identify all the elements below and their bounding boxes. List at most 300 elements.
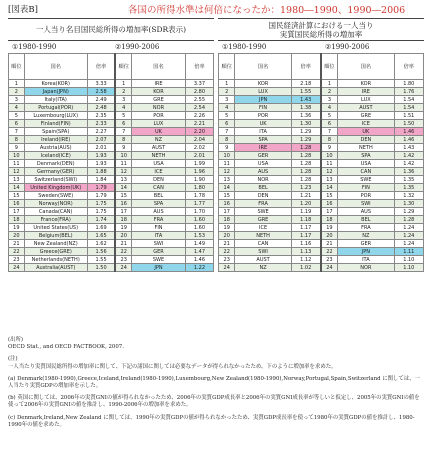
ratio-cell: 1.11 (394, 248, 423, 256)
rank-cell: 6 (321, 120, 338, 128)
rank-cell: 4 (321, 104, 338, 112)
country-cell: SWI (132, 240, 186, 248)
country-cell: JPN (132, 264, 186, 272)
country-cell: IRE (338, 88, 394, 96)
country-cell: GRE (338, 112, 394, 120)
ratio-cell: 1.23 (291, 184, 320, 192)
rank-cell: 20 (9, 232, 25, 240)
rank-cell: 20 (219, 232, 235, 240)
ratio-cell: 2.54 (185, 104, 213, 112)
rank-cell: 3 (219, 96, 235, 104)
country-cell: UK (235, 120, 291, 128)
ratio-cell: 1.10 (394, 264, 423, 272)
table-row (9, 128, 214, 136)
col-rank: 順位 (115, 54, 131, 80)
country-cell: POR (338, 192, 394, 200)
col-ratio: 倍率 (87, 54, 115, 80)
ratio-cell: 1.75 (87, 208, 115, 216)
table-row (219, 136, 424, 144)
ratio-cell: 1.90 (185, 176, 213, 184)
country-cell: Iceland(ICE) (24, 152, 87, 160)
country-cell: DEN (132, 176, 186, 184)
ratio-cell: 1.99 (185, 160, 213, 168)
ratio-cell: 1.17 (291, 232, 320, 240)
table-row (9, 104, 214, 112)
country-cell: FRA (235, 200, 291, 208)
table-header-row (9, 54, 214, 80)
rank-cell: 3 (115, 96, 131, 104)
ratio-cell: 1.42 (394, 160, 423, 168)
rank-cell: 17 (219, 208, 235, 216)
rank-cell: 18 (219, 216, 235, 224)
ratio-cell: 2.27 (87, 128, 115, 136)
right-heading-line1: 国民経済計算における一人当り (268, 20, 374, 30)
country-cell: IRE (132, 80, 186, 88)
ratio-cell: 1.38 (291, 104, 320, 112)
country-cell: Switzerland(SWI) (24, 176, 87, 184)
table-row (9, 192, 214, 200)
country-cell: SWE (132, 256, 186, 264)
rank-cell: 15 (115, 192, 131, 200)
ratio-cell: 1.75 (87, 200, 115, 208)
country-cell: DEN (338, 136, 394, 144)
country-cell: ICE (235, 224, 291, 232)
ratio-cell: 1.02 (291, 264, 320, 272)
country-cell: FIN (132, 224, 186, 232)
ratio-cell: 1.29 (291, 128, 320, 136)
rank-cell: 2 (9, 88, 25, 96)
ratio-cell: 1.20 (291, 200, 320, 208)
ratio-cell: 1.50 (87, 264, 115, 272)
ratio-cell: 1.43 (394, 144, 423, 152)
ratio-cell: 2.55 (185, 96, 213, 104)
country-cell: Norway(NOR) (24, 200, 87, 208)
country-cell: France(FRA) (24, 216, 87, 224)
rank-cell: 5 (321, 112, 338, 120)
country-cell: NETH (338, 144, 394, 152)
country-cell: FRA (132, 216, 186, 224)
country-cell: CAN (235, 240, 291, 248)
ratio-cell: 3.33 (87, 80, 115, 88)
country-cell: KOR (235, 80, 291, 88)
country-cell: NOR (235, 176, 291, 184)
ratio-cell: 1.79 (87, 192, 115, 200)
table-row (219, 160, 424, 168)
rank-cell: 21 (321, 240, 338, 248)
ratio-cell: 2.04 (185, 136, 213, 144)
rank-cell: 7 (321, 128, 338, 136)
country-cell: NZ (338, 232, 394, 240)
ratio-cell: 1.50 (394, 120, 423, 128)
ratio-cell: 1.51 (394, 112, 423, 120)
country-cell: Sweden(SWE) (24, 192, 87, 200)
rank-cell: 20 (115, 232, 131, 240)
right-heading-line2: 実質国民総所得の増加率 (279, 29, 363, 39)
rank-cell: 23 (115, 256, 131, 264)
col-rank: 順位 (321, 54, 338, 80)
ratio-cell: 2.01 (185, 152, 213, 160)
rank-cell: 4 (115, 104, 131, 112)
country-cell: UK (338, 128, 394, 136)
ratio-cell: 1.62 (87, 240, 115, 248)
rank-cell: 16 (9, 200, 25, 208)
country-cell: Luxembourg(LUX) (24, 112, 87, 120)
ratio-cell: 1.24 (394, 232, 423, 240)
country-cell: GRE (235, 216, 291, 224)
ratio-cell: 1.17 (291, 224, 320, 232)
ratio-cell: 1.36 (291, 112, 320, 120)
country-cell: POR (235, 112, 291, 120)
table-row (219, 144, 424, 152)
ratio-cell: 1.36 (394, 168, 423, 176)
rank-cell: 22 (219, 248, 235, 256)
country-cell: Spain(SPA) (24, 128, 87, 136)
country-cell: LUX (338, 96, 394, 104)
table-row (219, 176, 424, 184)
table-row (9, 152, 214, 160)
ratio-cell: 2.80 (185, 88, 213, 96)
table-row (9, 224, 214, 232)
country-cell: Italy(ITA) (24, 96, 87, 104)
rank-cell: 12 (115, 168, 131, 176)
ratio-cell: 1.55 (87, 256, 115, 264)
rank-cell: 24 (219, 264, 235, 272)
rank-cell: 7 (9, 128, 25, 136)
rank-cell: 19 (115, 224, 131, 232)
col-rank: 順位 (219, 54, 235, 80)
rank-cell: 15 (9, 192, 25, 200)
ratio-cell: 1.88 (87, 168, 115, 176)
country-cell: ICE (132, 168, 186, 176)
table-row (219, 96, 424, 104)
rank-cell: 23 (219, 256, 235, 264)
rank-cell: 14 (9, 184, 25, 192)
rank-cell: 2 (219, 88, 235, 96)
rank-cell: 14 (219, 184, 235, 192)
rank-cell: 19 (219, 224, 235, 232)
ratio-cell: 1.56 (87, 248, 115, 256)
rank-cell: 18 (321, 216, 338, 224)
col-ratio: 倍率 (394, 54, 423, 80)
ratio-cell: 1.42 (394, 152, 423, 160)
table-header-row (219, 54, 424, 80)
rank-cell: 3 (321, 96, 338, 104)
rank-cell: 10 (115, 152, 131, 160)
table-row (219, 264, 424, 272)
country-cell: LUX (132, 120, 186, 128)
left-period1: ①1980-1990 (12, 43, 57, 51)
country-cell: ITA (338, 256, 394, 264)
country-cell: BEL (338, 216, 394, 224)
rank-cell: 13 (321, 176, 338, 184)
page-title: 各国の所得水準は何倍になったか：1980―1990、1990―2006 (128, 5, 406, 16)
table-row (219, 112, 424, 120)
ratio-cell: 1.32 (394, 192, 423, 200)
table-row (219, 88, 424, 96)
table-row (9, 248, 214, 256)
rank-cell: 22 (321, 248, 338, 256)
table-row (9, 88, 214, 96)
table-row (9, 80, 214, 88)
rank-cell: 18 (9, 216, 25, 224)
rank-cell: 9 (9, 144, 25, 152)
rank-cell: 11 (115, 160, 131, 168)
rank-cell: 17 (321, 208, 338, 216)
country-cell: Portugal(POR) (24, 104, 87, 112)
table-row (219, 152, 424, 160)
col-country: 国名 (24, 54, 87, 80)
table-row (9, 184, 214, 192)
table-row (9, 176, 214, 184)
rank-cell: 22 (9, 248, 25, 256)
table-row (9, 112, 214, 120)
ratio-cell: 2.20 (185, 128, 213, 136)
rank-cell: 4 (219, 104, 235, 112)
country-cell: Austria(AUS) (24, 144, 87, 152)
rank-cell: 13 (219, 176, 235, 184)
country-cell: POR (132, 112, 186, 120)
rank-cell: 8 (115, 136, 131, 144)
ratio-cell: 1.10 (394, 256, 423, 264)
rank-cell: 24 (115, 264, 131, 272)
table-row (219, 168, 424, 176)
ratio-cell: 1.35 (394, 176, 423, 184)
rank-cell: 1 (219, 80, 235, 88)
ratio-cell: 2.33 (87, 120, 115, 128)
ratio-cell: 1.46 (394, 136, 423, 144)
country-cell: Denmark(DEN) (24, 160, 87, 168)
rank-cell: 17 (115, 208, 131, 216)
ratio-cell: 1.29 (291, 136, 320, 144)
country-cell: NZ (235, 264, 291, 272)
ratio-cell: 1.79 (87, 184, 115, 192)
ratio-cell: 1.28 (291, 176, 320, 184)
rank-cell: 5 (219, 112, 235, 120)
country-cell: Netherlands(NETH) (24, 256, 87, 264)
table-row (9, 120, 214, 128)
country-cell: GER (132, 248, 186, 256)
rank-cell: 11 (321, 160, 338, 168)
country-cell: FRA (338, 224, 394, 232)
source-text: OECD Stat., and OECD FACTBOOK, 2007. (8, 344, 124, 351)
rank-cell: 21 (219, 240, 235, 248)
ratio-cell: 2.26 (185, 112, 213, 120)
rank-cell: 3 (9, 96, 25, 104)
right-ranking-table (218, 53, 424, 272)
ratio-cell: 1.55 (291, 88, 320, 96)
country-cell: United Kingdom(UK) (24, 184, 87, 192)
table-row (219, 256, 424, 264)
table-row (219, 128, 424, 136)
country-cell: SPA (235, 136, 291, 144)
rank-cell: 16 (321, 200, 338, 208)
ratio-cell: 1.96 (185, 168, 213, 176)
ratio-cell: 1.29 (394, 208, 423, 216)
table-row (219, 200, 424, 208)
ratio-cell: 1.28 (291, 152, 320, 160)
rank-cell: 23 (321, 256, 338, 264)
table-row (219, 208, 424, 216)
right-period2: ②1990-2006 (325, 43, 370, 51)
ratio-cell: 1.93 (87, 152, 115, 160)
ratio-cell: 1.46 (185, 256, 213, 264)
rank-cell: 9 (219, 144, 235, 152)
ratio-cell: 1.28 (291, 168, 320, 176)
table-row (9, 240, 214, 248)
left-heading (8, 18, 214, 41)
country-cell: United States(US) (24, 224, 87, 232)
ratio-cell: 2.58 (87, 88, 115, 96)
country-cell: GRE (132, 96, 186, 104)
table-row (219, 248, 424, 256)
country-cell: ICE (338, 120, 394, 128)
table-row (219, 192, 424, 200)
ratio-cell: 1.18 (291, 216, 320, 224)
rank-cell: 12 (321, 168, 338, 176)
ratio-cell: 1.13 (291, 248, 320, 256)
country-cell: AUS (235, 168, 291, 176)
rank-cell: 6 (219, 120, 235, 128)
ratio-cell: 1.28 (291, 144, 320, 152)
rank-cell: 15 (321, 192, 338, 200)
country-cell: AUST (235, 256, 291, 264)
table-row (9, 96, 214, 104)
ratio-cell: 1.65 (87, 232, 115, 240)
note-a: (a) Denmark(1980-1990),Greece,Iceland,Ireland(1980-1990),Luxembourg,New Zealand(1980-1990),Norway,Portugal,Spain,Switzerland に関しては、一人当たり実質GDPの増加率を示した。 (8, 375, 420, 390)
table-row (9, 160, 214, 168)
notes-section (8, 337, 424, 429)
ratio-cell: 1.46 (394, 128, 423, 136)
country-cell: NETH (132, 152, 186, 160)
rank-cell: 16 (219, 200, 235, 208)
rank-cell: 19 (321, 224, 338, 232)
rank-cell: 8 (9, 136, 25, 144)
ratio-cell: 1.53 (185, 232, 213, 240)
ratio-cell: 3.37 (185, 80, 213, 88)
ratio-cell: 1.24 (394, 224, 423, 232)
left-heading-text: 一人当り名目国民総所得の増加率(SDR表示) (35, 25, 187, 34)
table-row (219, 224, 424, 232)
country-cell: NZ (132, 136, 186, 144)
table-row (9, 216, 214, 224)
col-country: 国名 (338, 54, 394, 80)
rank-cell: 11 (9, 160, 25, 168)
country-cell: SWE (338, 176, 394, 184)
rank-cell: 1 (321, 80, 338, 88)
rank-cell: 14 (321, 184, 338, 192)
rank-cell: 10 (321, 152, 338, 160)
rank-cell: 20 (321, 232, 338, 240)
country-cell: KOR (132, 88, 186, 96)
table-row (219, 80, 424, 88)
ratio-cell: 1.54 (394, 104, 423, 112)
ratio-cell: 1.77 (185, 200, 213, 208)
note-b: (b) 英国に関しては、2006年の実質GNIの値が得られなかったため、2006年の実質GDP成長率と2006年の実質GNI成長率が等しいと仮定し、2005年の実質GNIの値を使って2006年の実質GNIの値を推計し、1990-2006年の増加率を求めた。 (8, 395, 420, 409)
col-ratio: 倍率 (291, 54, 320, 80)
rank-cell: 24 (9, 264, 25, 272)
ratio-cell: 1.35 (394, 184, 423, 192)
rank-cell: 2 (115, 88, 131, 96)
ratio-cell: 1.60 (185, 224, 213, 232)
rank-cell: 23 (9, 256, 25, 264)
country-cell: ITA (235, 128, 291, 136)
rank-cell: 15 (219, 192, 235, 200)
table-row (9, 144, 214, 152)
country-cell: GER (235, 152, 291, 160)
ratio-cell: 2.07 (87, 136, 115, 144)
rank-cell: 7 (115, 128, 131, 136)
col-ratio: 倍率 (185, 54, 213, 80)
country-cell: Korea(KOR) (24, 80, 87, 88)
ratio-cell: 2.35 (87, 112, 115, 120)
ratio-cell: 2.49 (87, 96, 115, 104)
country-cell: Japan(JPN) (24, 88, 87, 96)
rank-cell: 22 (115, 248, 131, 256)
rank-cell: 14 (115, 184, 131, 192)
left-period2: ②1990-2006 (115, 43, 160, 51)
rank-cell: 12 (219, 168, 235, 176)
country-cell: Canada(CAN) (24, 208, 87, 216)
country-cell: Greece(GRE) (24, 248, 87, 256)
rank-cell: 4 (9, 104, 25, 112)
ratio-cell: 1.21 (291, 192, 320, 200)
ratio-cell: 1.84 (87, 176, 115, 184)
ratio-cell: 1.12 (291, 256, 320, 264)
rank-cell: 7 (219, 128, 235, 136)
country-cell: JPN (235, 96, 291, 104)
ratio-cell: 2.21 (185, 120, 213, 128)
table-row (9, 264, 214, 272)
rank-cell: 6 (115, 120, 131, 128)
ratio-cell: 1.80 (394, 80, 423, 88)
country-cell: Finland(FIN) (24, 120, 87, 128)
rank-cell: 10 (219, 152, 235, 160)
country-cell: FIN (338, 184, 394, 192)
rank-cell: 18 (115, 216, 131, 224)
ratio-cell: 2.48 (87, 104, 115, 112)
country-cell: NETH (235, 232, 291, 240)
country-cell: Germany(GER) (24, 168, 87, 176)
country-cell: AUST (338, 104, 394, 112)
country-cell: SPA (338, 152, 394, 160)
rank-cell: 8 (219, 136, 235, 144)
country-cell: Australia(AUST) (24, 264, 87, 272)
country-cell: USA (132, 160, 186, 168)
ratio-cell: 1.93 (87, 160, 115, 168)
country-cell: New Zealand(NZ) (24, 240, 87, 248)
rank-cell: 21 (115, 240, 131, 248)
rank-cell: 13 (9, 176, 25, 184)
country-cell: UK (132, 128, 186, 136)
note-c: (c) Denmark,Ireland,New Zealand に関しては、1990年の実質GDPの値が得られなかったため、実質GDP成長率を使って1980年の実質GDPの値を推計し、1980-1990年の値を求めた。 (8, 414, 415, 428)
col-country: 国名 (132, 54, 186, 80)
ratio-cell: 1.69 (87, 224, 115, 232)
ratio-cell: 1.76 (394, 88, 423, 96)
note-intro: 一人当たり実質国民総所得の増加率に関して、下記の諸国に関しては必要なデータが得られなかったため、下のように増加率を求めた。 (8, 363, 337, 370)
ratio-cell: 1.30 (394, 200, 423, 208)
country-cell: CAN (132, 184, 186, 192)
source-label: (出所) (8, 337, 23, 343)
ratio-cell: 1.30 (291, 120, 320, 128)
country-cell: GER (338, 240, 394, 248)
right-table-block (218, 18, 424, 272)
country-cell: CAN (338, 168, 394, 176)
rank-cell: 13 (115, 176, 131, 184)
country-cell: SWI (338, 200, 394, 208)
country-cell: IRE (235, 144, 291, 152)
ratio-cell: 1.28 (394, 216, 423, 224)
country-cell: SWE (235, 208, 291, 216)
